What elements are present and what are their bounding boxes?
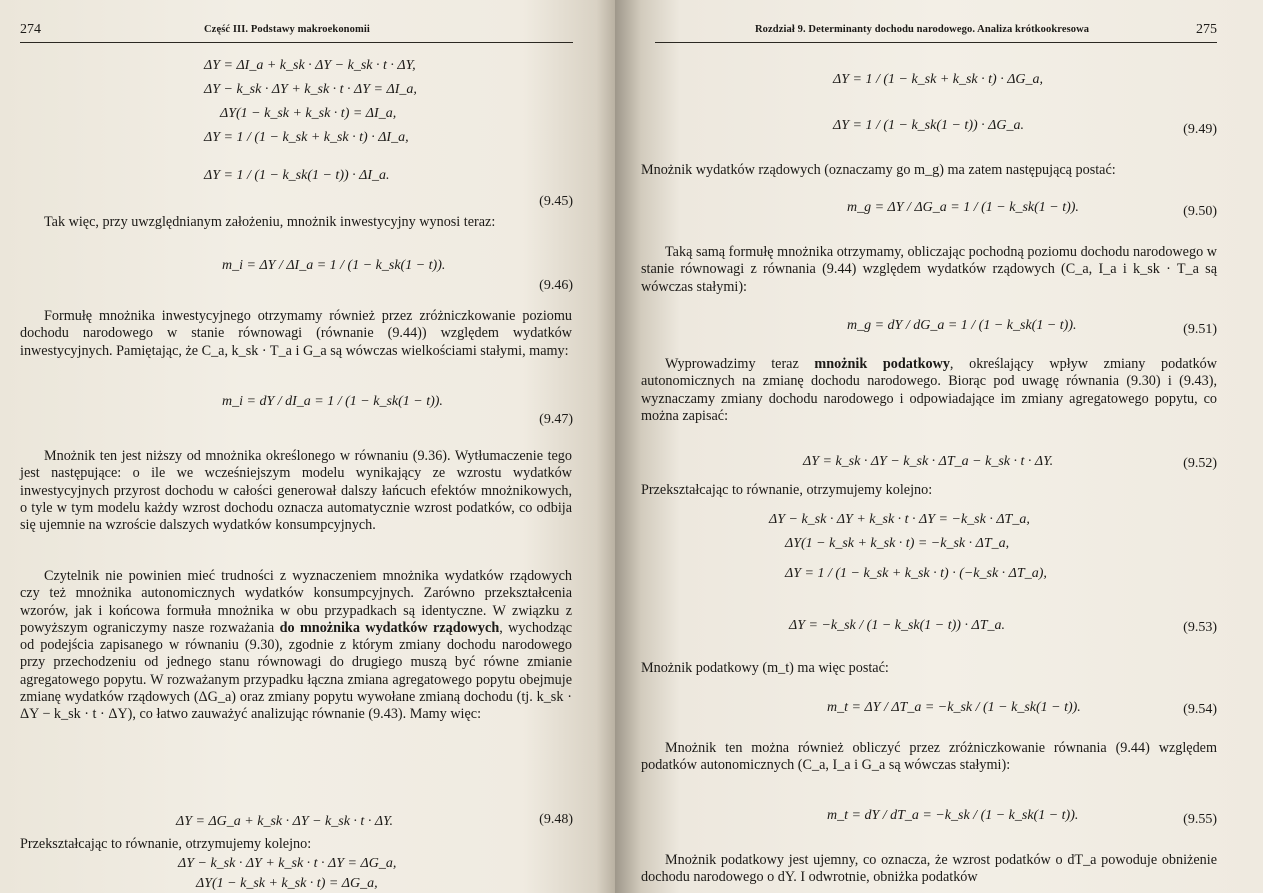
equation: m_g = dY / dG_a = 1 / (1 − k_sk(1 − t)). — [847, 318, 1077, 333]
paragraph — [20, 214, 572, 231]
paragraph — [641, 740, 1217, 775]
paragraph: Przekształcając to równanie, otrzymujemy kolejno: — [641, 482, 933, 498]
equation-number: (9.47) — [539, 412, 573, 427]
equation-number: (9.46) — [539, 278, 573, 293]
equation-number: (9.45) — [539, 194, 573, 209]
equation-number: (9.51) — [1183, 322, 1217, 337]
equation — [204, 130, 409, 146]
equation — [204, 168, 390, 184]
equation-line: ΔY = 1 / (1 − k_sk(1 − t)) · ΔI_a. — [204, 168, 390, 183]
equation — [204, 58, 416, 74]
paragraph — [641, 244, 1217, 296]
paragraph-text: , określający wpływ zmiany podatków autonomicznych na zmianę dochodu narodowego. Biorąc pod uwagę równania (9.30) i (9.43), wyznaczamy zmiany dochodu narodowego i odpowiadające im zmiany agregatowego popytu, co można zapisać: — [641, 356, 1218, 424]
equation: ΔY = k_sk · ΔY − k_sk · ΔT_a − k_sk · t · ΔY. — [803, 454, 1054, 469]
right-page — [615, 0, 1263, 893]
equation-line: ΔY(1 − k_sk + k_sk · t) = ΔI_a, — [220, 106, 397, 121]
paragraph-text: Tak więc, przy uwzględnianym założeniu, mnożnik inwestycyjny wynosi teraz: — [44, 214, 496, 230]
paragraph-text: Formułę mnożnika inwestycyjnego otrzymamy również przez zróżniczkowanie poziomu dochodu narodowego w stanie równowagi (równanie (9.44)) względem wydatków inwestycyjnych. Pamiętając, że C_a, k_sk · T_a i G_a są wówczas wielkościami stałymi, mamy: — [20, 308, 572, 359]
equation-line: ΔY = ΔI_a + k_sk · ΔY − k_sk · t · ΔY, — [204, 58, 416, 73]
equation-line: ΔY − k_sk · ΔY + k_sk · t · ΔY = ΔI_a, — [204, 82, 417, 97]
equation: m_g = ΔY / ΔG_a = 1 / (1 − k_sk(1 − t)). — [847, 200, 1079, 215]
paragraph-text: Mnożnik ten jest niższy od mnożnika określonego w równaniu (9.36). Wytłumaczenie tego jest następujące: o ile we wcześniejszym modelu wynikający ze wzrostu wydatków inwestycyjnych przyrost dochodu w całości generował dalszy łańcuch efektów mnożnikowych, o tyle w tym modelu każdy wzrost dochodu oznacza automatycznie wzrost podatków, co odbija się ujemnie na wzroście dalszych wydatków konsumpcyjnych. — [20, 448, 572, 534]
paragraph — [20, 308, 572, 360]
equation-number: (9.55) — [1183, 812, 1217, 827]
paragraph-text: Taką samą formułę mnożnika otrzymamy, obliczając pochodną poziomu dochodu narodowego w stanie równowagi z równania (9.44) względem wydatków rządowych (C_a, I_a i k_sk · T_a są wówczas stałymi): — [641, 244, 1217, 295]
equation: ΔY − k_sk · ΔY + k_sk · t · ΔY = ΔG_a, — [178, 856, 397, 871]
equation: ΔY(1 − k_sk + k_sk · t) = −k_sk · ΔT_a, — [785, 536, 1010, 551]
header-rule — [655, 42, 1217, 43]
paragraph-text: Mnożnik ten można również obliczyć przez zróżniczkowanie równania (9.44) względem podatków autonomicznych (C_a, I_a i G_a są wówczas stałymi): — [641, 740, 1217, 774]
equation: ΔY = 1 / (1 − k_sk + k_sk · t) · (−k_sk · ΔT_a), — [785, 566, 1047, 581]
equation: ΔY = 1 / (1 − k_sk + k_sk · t) · ΔG_a, — [833, 72, 1044, 87]
left-page — [0, 0, 615, 893]
equation: m_t = dY / dT_a = −k_sk / (1 − k_sk(1 − t)). — [827, 808, 1079, 823]
paragraph-text: , wychodząc od podejścia zapisanego w równaniu (9.30), zgodnie z którym zmiany dochodu narodowego przy przechodzeniu od jednego stanu równowagi do drugiego muszą być równe zmianie agregatowego popytu. W rozważanym przypadku łączna zmiana agregatowego popytu obejmuje zmianę wydatków rządowych (ΔG_a) oraz zmiany popytu wywołane zmianą dochodu (tj. k_sk · ΔY − k_sk · t · ΔY), co łatwo zauważyć analizując równanie (9.43). Mamy więc: — [20, 619, 572, 723]
paragraph-text: Wyprowadzimy teraz — [665, 356, 815, 372]
running-head: Część III. Podstawy makroekonomii — [204, 24, 370, 35]
page-number: 274 — [20, 22, 41, 37]
equation: ΔY = ΔG_a + k_sk · ΔY − k_sk · t · ΔY. — [176, 814, 394, 829]
paragraph: Przekształcając to równanie, otrzymujemy kolejno: — [20, 836, 312, 852]
bold-term: mnożnik podatkowy — [814, 356, 950, 372]
paragraph-text: Mnożnik podatkowy jest ujemny, co oznacza, że wzrost podatków o dT_a powoduje obniżenie dochodu narodowego o dY. I odwrotnie, obniżka podatków — [641, 852, 1217, 886]
left-page-header — [20, 22, 573, 40]
equation-line: ΔY = 1 / (1 − k_sk + k_sk · t) · ΔI_a, — [204, 130, 409, 145]
paragraph — [641, 356, 1217, 425]
equation-number: (9.53) — [1183, 620, 1217, 635]
equation: m_i = ΔY / ΔI_a = 1 / (1 − k_sk(1 − t)). — [222, 258, 446, 273]
header-rule — [20, 42, 573, 43]
paragraph: Mnożnik wydatków rządowych (oznaczamy go m_g) ma zatem następującą postać: — [641, 162, 1116, 178]
equation: m_t = ΔY / ΔT_a = −k_sk / (1 − k_sk(1 − t)). — [827, 700, 1081, 715]
running-head: Rozdział 9. Determinanty dochodu narodowego. Analiza krótkookresowa — [755, 24, 1090, 35]
equation-number: (9.48) — [539, 812, 573, 827]
equation: ΔY − k_sk · ΔY + k_sk · t · ΔY = −k_sk · ΔT_a, — [769, 512, 1030, 527]
equation-number: (9.52) — [1183, 456, 1217, 471]
equation: ΔY(1 − k_sk + k_sk · t) = ΔG_a, — [196, 876, 378, 891]
paragraph — [20, 448, 572, 534]
equation — [204, 82, 417, 98]
page-number: 275 — [1196, 22, 1217, 37]
paragraph: Mnożnik podatkowy (m_t) ma więc postać: — [641, 660, 889, 676]
paragraph — [20, 568, 572, 724]
right-page-header — [641, 22, 1217, 40]
paragraph-text: Czytelnik nie powinien mieć trudności z wyznaczeniem mnożnika wydatków rządowych czy też mnożnika autonomicznych wydatków konsumpcyjnych. Zarówno przekształcenia wzorów, jak i końcowa formuła mnożnika w obu przypadkach są identyczne. W związku z powyższym ograniczymy nasze rozważania — [20, 568, 572, 636]
equation: ΔY = −k_sk / (1 − k_sk(1 − t)) · ΔT_a. — [789, 618, 1005, 633]
equation — [220, 106, 396, 122]
paragraph — [641, 852, 1217, 887]
equation-number: (9.50) — [1183, 204, 1217, 219]
equation-number: (9.49) — [1183, 122, 1217, 137]
equation: m_i = dY / dI_a = 1 / (1 − k_sk(1 − t)). — [222, 394, 443, 409]
bold-term: do mnożnika wydatków rządowych — [279, 619, 500, 636]
equation-number: (9.54) — [1183, 702, 1217, 717]
equation: ΔY = 1 / (1 − k_sk(1 − t)) · ΔG_a. — [833, 118, 1024, 133]
